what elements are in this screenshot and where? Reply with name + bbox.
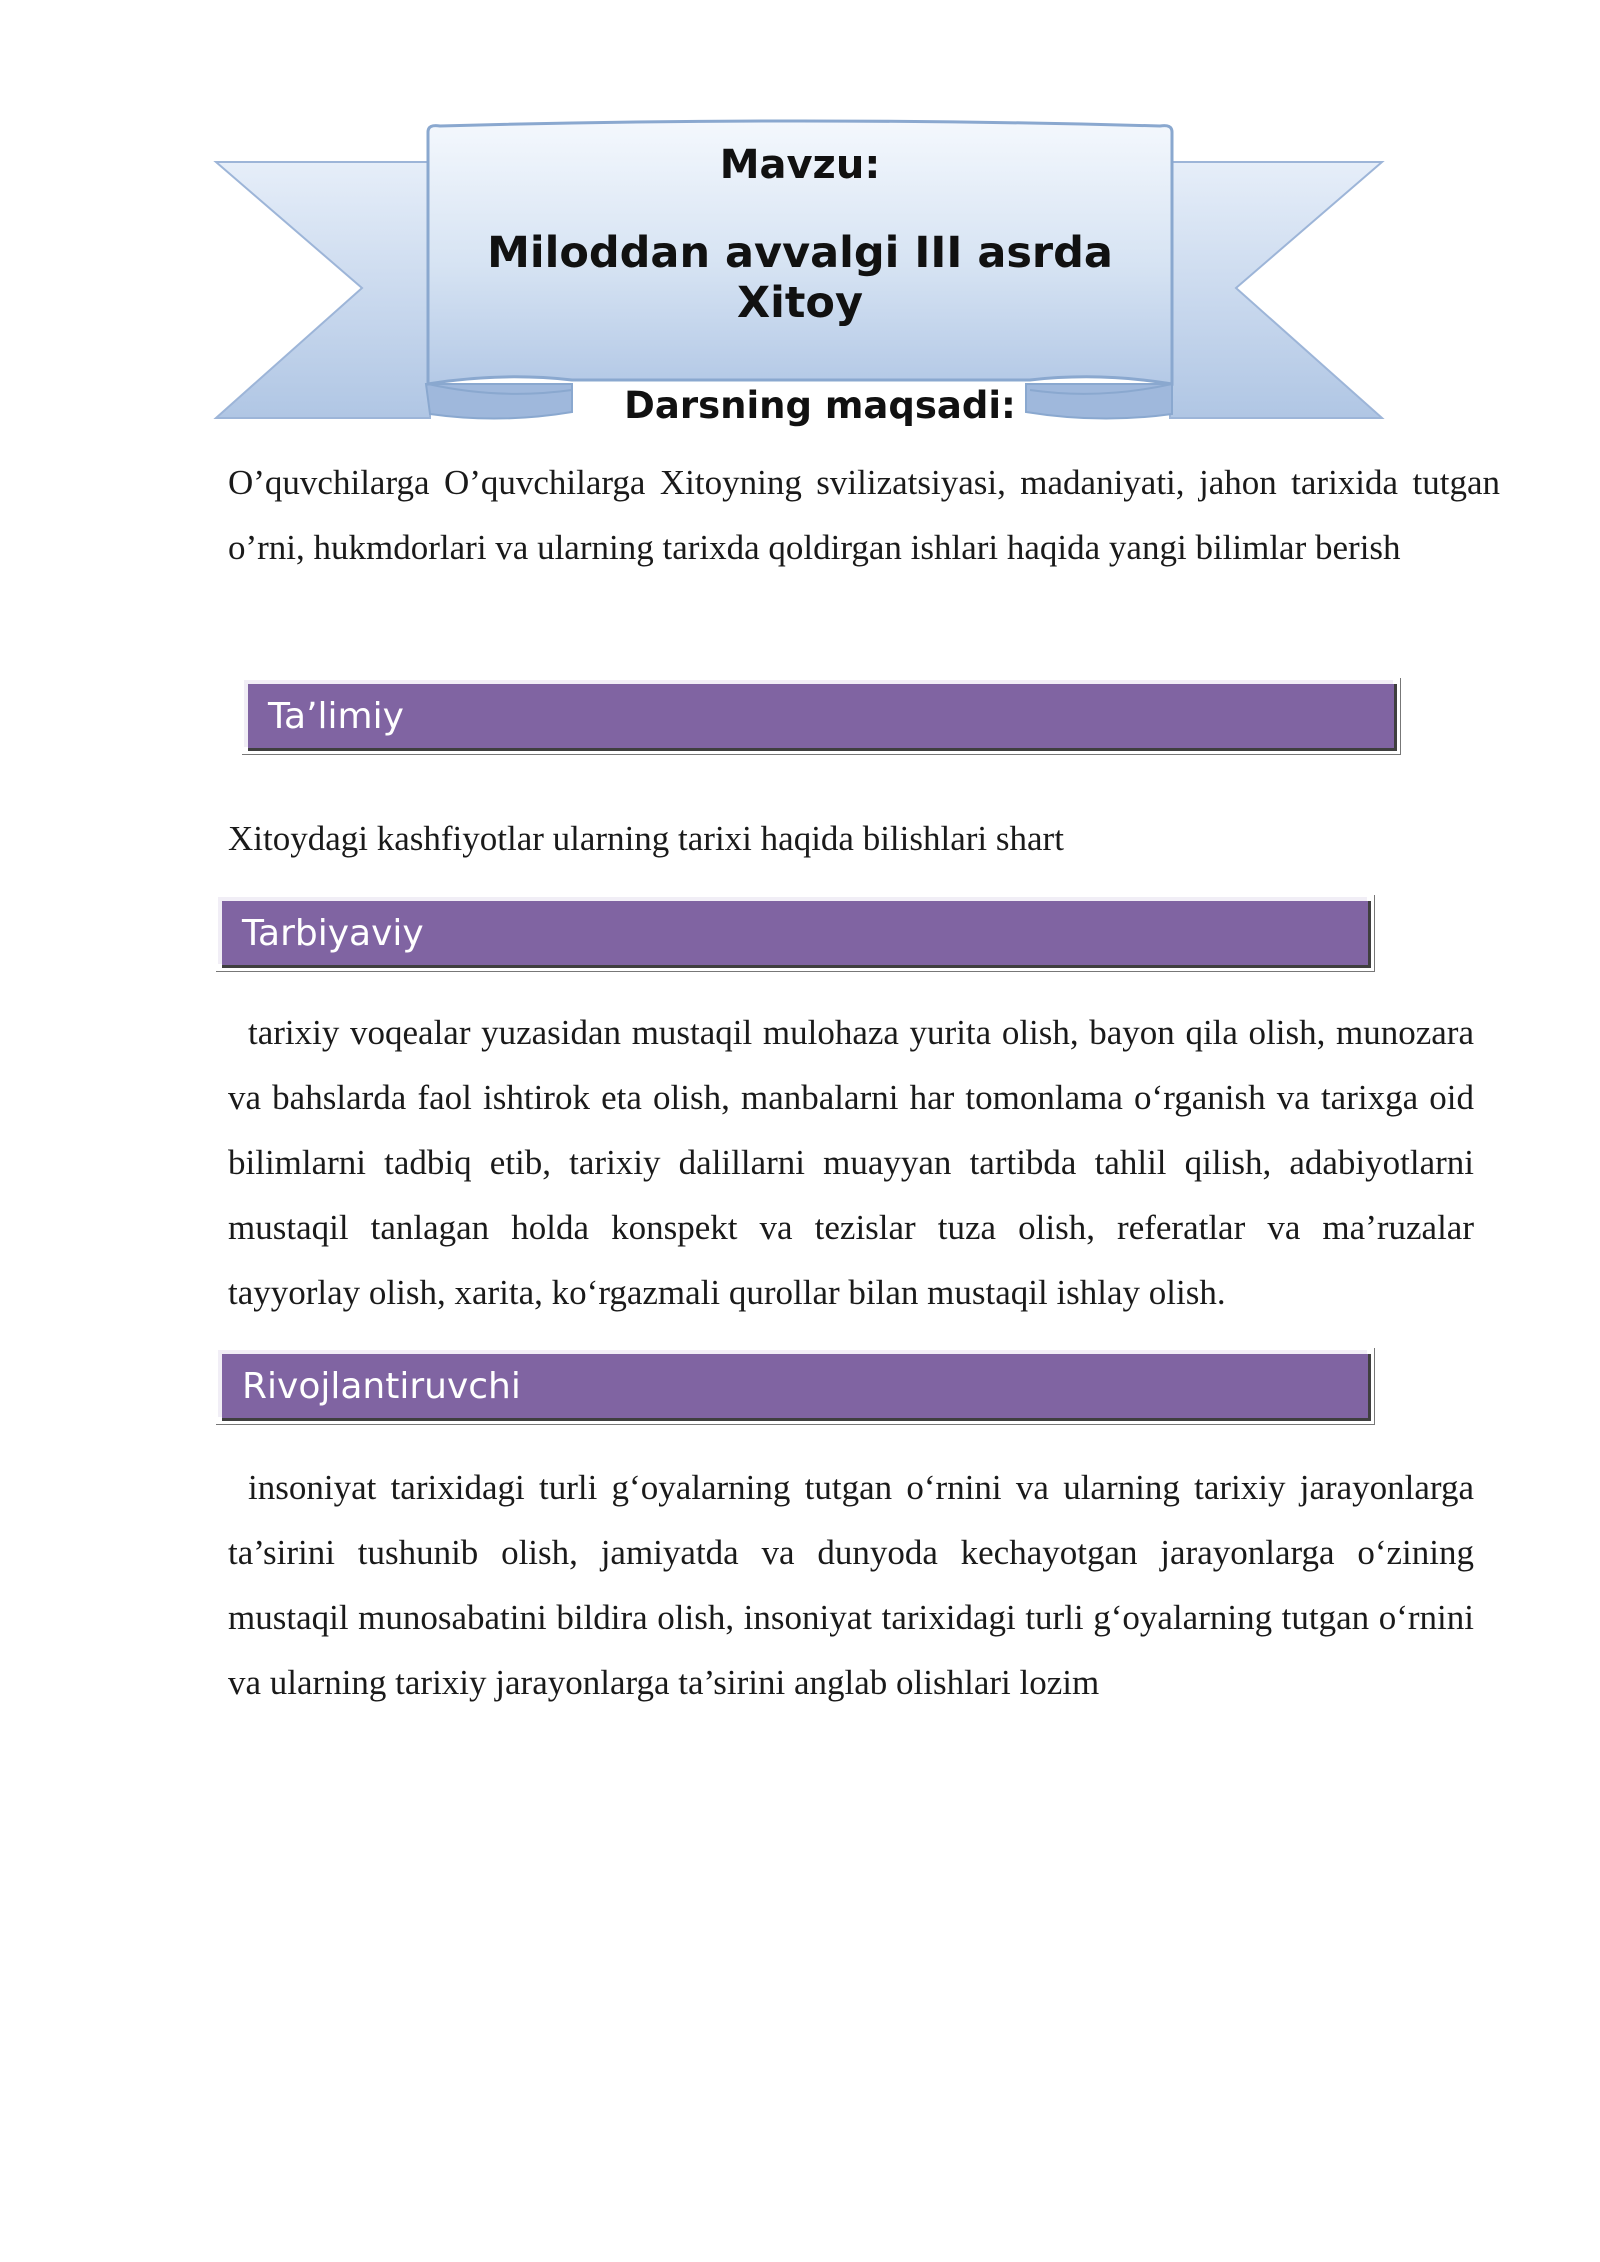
intro-paragraph: O’quvchilarga O’quvchilarga Xitoyning svilizatsiyasi, madaniyati, jahon tarixida tutgan o’rni, hukmdorlari va ularning tarixda qoldirgan ishlari haqida yangi bilimlar berish xyxy=(228,463,1500,567)
lesson-title: Miloddan avvalgi III asrda Xitoy xyxy=(487,228,1113,328)
title-ribbon-banner xyxy=(0,0,1600,440)
section-label-rivojlantiruvchi: Rivojlantiruvchi xyxy=(242,1366,521,1407)
lesson-goal-heading: Darsning maqsadi: xyxy=(624,384,1016,427)
topic-label: Mavzu: xyxy=(719,142,881,188)
section-text-tarbiyaviy: tarixiy voqealar yuzasidan mustaqil mulohaza yurita olish, bayon qila olish, munozara va bahslarda faol ishtirok eta olish, manbalarni har tomonlama o‘rganish va tarixga oid bilimlarni tadbiq etib, tarixiy dalillarni muayyan tartibda tahlil qilish, adabiyotlarni mustaqil tanlagan holda konspekt va tezislar tuza olish, referatlar va ma’ruzalar tayyorlay olish, xarita, ko‘rgazmali qurollar bilan mustaqil ishlay olish. xyxy=(228,1013,1474,1312)
ribbon-right-tail xyxy=(1170,162,1382,418)
section-label-talimiy: Ta’limiy xyxy=(268,696,404,737)
section-text-rivojlantiruvchi: insoniyat tarixidagi turli g‘oyalarning tutgan o‘rnini va ularning tarixiy jarayonlarga ta’sirini tushunib olish, jamiyatda va dunyoda kechayotgan jarayonlarga o‘zining mustaqil munosabatini bildira olish, insoniyat tarixidagi turli g‘oyalarning tutgan o‘rnini va ularning tarixiy jarayonlarga ta’sirini anglab olishlari lozim xyxy=(228,1468,1474,1702)
section-text-talimiy: Xitoydagi kashfiyotlar ularning tarixi haqida bilishlari shart xyxy=(228,819,1064,858)
section-bar-tarbiyaviy xyxy=(222,901,1371,968)
section-bar-rivojlantiruvchi xyxy=(222,1354,1371,1421)
section-bar-talimiy xyxy=(248,684,1397,751)
ribbon-left-tail xyxy=(216,162,430,418)
section-label-tarbiyaviy: Tarbiyaviy xyxy=(242,913,424,954)
